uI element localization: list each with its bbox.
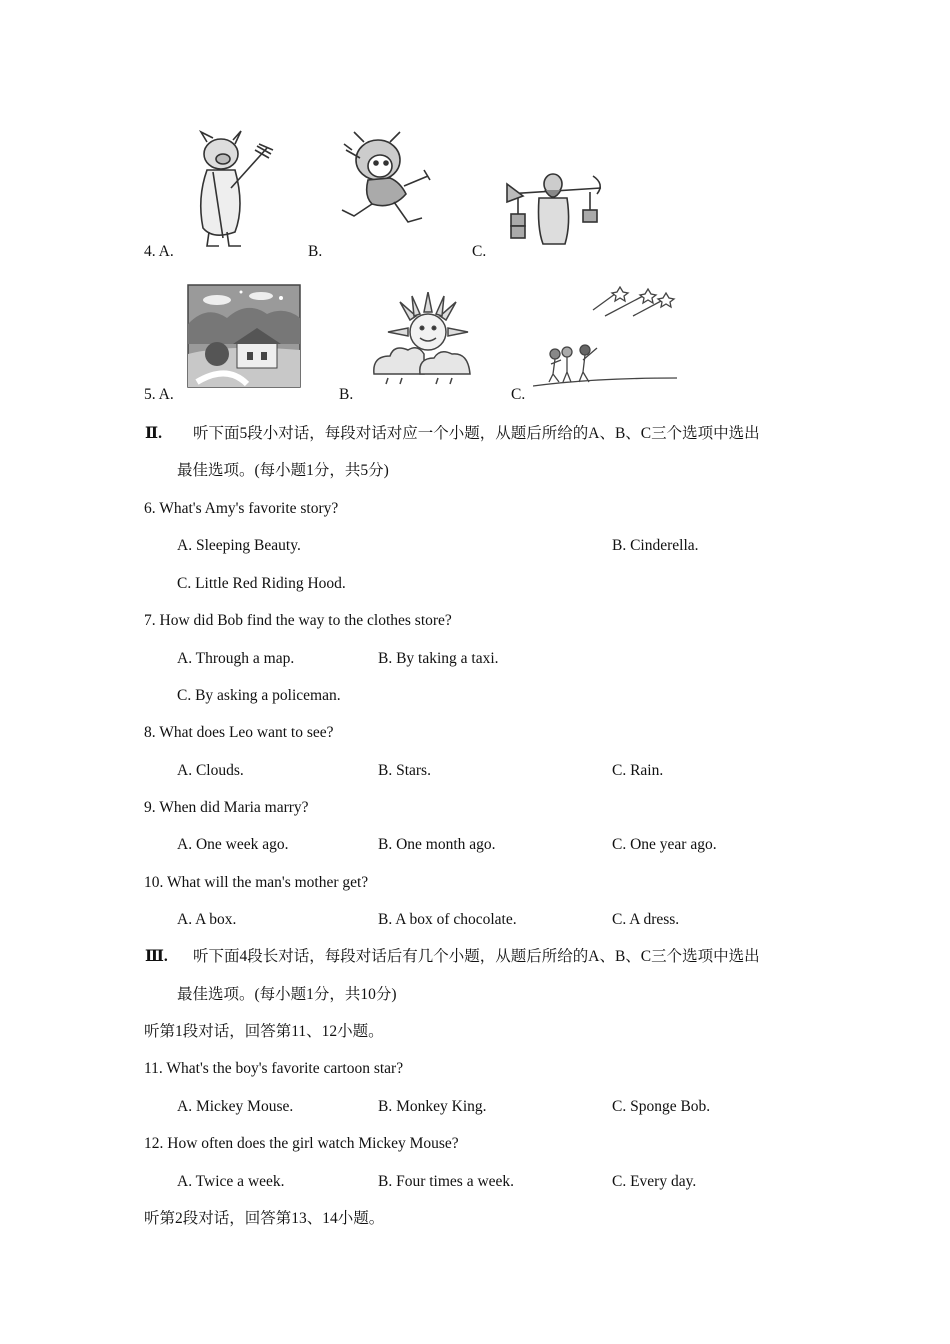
question-11: 11. What's the boy's favorite cartoon star?: [144, 1060, 404, 1077]
question-7: 7. How did Bob find the way to the clothes store?: [144, 612, 452, 629]
q11-option-a: A. Mickey Mouse.: [177, 1098, 294, 1115]
q8-option-b: B. Stars.: [378, 762, 431, 779]
q4-label-a: 4. A.: [144, 243, 174, 260]
bearded-man-icon: [503, 168, 607, 250]
q12-option-b: B. Four times a week.: [378, 1173, 515, 1190]
q6-option-a: A. Sleeping Beauty.: [177, 537, 301, 554]
q6-option-c: C. Little Red Riding Hood.: [177, 575, 346, 592]
sun-clouds-icon: [372, 292, 476, 388]
q10-option-c: C. A dress.: [612, 911, 680, 928]
dialogue2-heading: 听第2段对话，回答第13、14小题。: [144, 1210, 385, 1227]
q7-option-a: A. Through a map.: [177, 650, 295, 667]
question-10: 10. What will the man's mother get?: [144, 874, 369, 891]
q5-label-c: C.: [511, 386, 526, 403]
q8-option-a: A. Clouds.: [177, 762, 244, 779]
dialogue1-heading: 听第1段对话，回答第11、12小题。: [144, 1023, 384, 1040]
q4-label-c: C.: [472, 243, 487, 260]
q6-option-b: B. Cinderella.: [612, 537, 699, 554]
q12-option-a: A. Twice a week.: [177, 1173, 285, 1190]
question-6: 6. What's Amy's favorite story?: [144, 500, 339, 517]
q9-option-b: B. One month ago.: [378, 836, 496, 853]
q8-option-c: C. Rain.: [612, 762, 664, 779]
section2-instruction-line1: 听下面5段小对话，每段对话对应一个小题，从题后所给的A、B、C三个选项中选出: [193, 425, 760, 442]
monkey-king-icon: [334, 130, 432, 228]
section3-numeral: Ⅲ.: [145, 948, 168, 965]
question-12: 12. How often does the girl watch Mickey Mouse?: [144, 1135, 459, 1152]
section2-instruction-line2: 最佳选项。(每小题1分，共5分): [177, 462, 389, 479]
q9-option-a: A. One week ago.: [177, 836, 289, 853]
q9-option-c: C. One year ago.: [612, 836, 717, 853]
section3-instruction-line1: 听下面4段长对话，每段对话后有几个小题，从题后所给的A、B、C三个选项中选出: [193, 948, 760, 965]
q10-option-a: A. A box.: [177, 911, 237, 928]
night-village-icon: [187, 284, 301, 388]
q11-option-c: C. Sponge Bob.: [612, 1098, 711, 1115]
pig-character-icon: [183, 128, 275, 250]
question-8: 8. What does Leo want to see?: [144, 724, 334, 741]
q4-label-b: B.: [308, 243, 323, 260]
q7-option-b: B. By taking a taxi.: [378, 650, 499, 667]
section3-instruction-line2: 最佳选项。(每小题1分，共10分): [177, 986, 397, 1003]
q10-option-b: B. A box of chocolate.: [378, 911, 517, 928]
section2-numeral: Ⅱ.: [145, 425, 162, 442]
children-stars-icon: [533, 286, 679, 388]
q5-label-a: 5. A.: [144, 386, 174, 403]
q5-label-b: B.: [339, 386, 354, 403]
question-9: 9. When did Maria marry?: [144, 799, 309, 816]
q12-option-c: C. Every day.: [612, 1173, 697, 1190]
q11-option-b: B. Monkey King.: [378, 1098, 487, 1115]
q7-option-c: C. By asking a policeman.: [177, 687, 341, 704]
